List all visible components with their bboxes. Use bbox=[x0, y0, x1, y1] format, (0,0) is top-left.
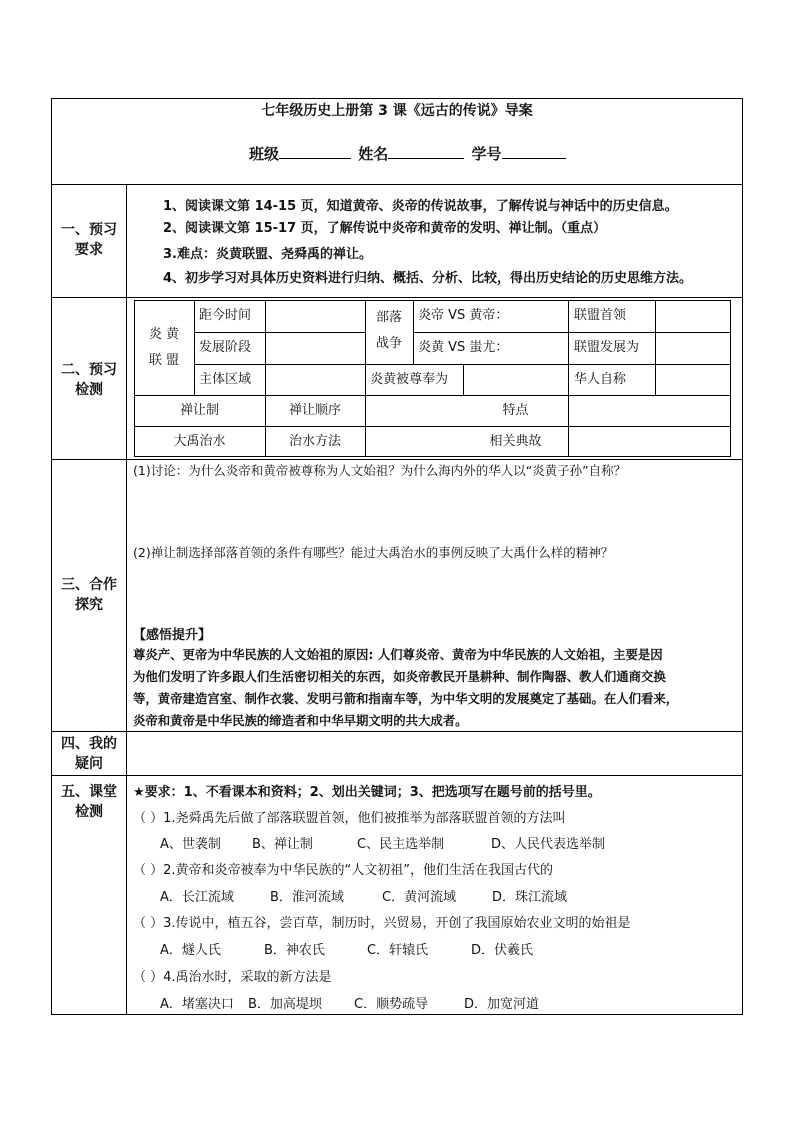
col-line-f bbox=[568, 300, 569, 457]
outer-border-top bbox=[51, 98, 743, 99]
row-line-3 bbox=[134, 395, 731, 396]
insight-line-3: 等，黄帝建造宫室、制作衣裳、发明弓箭和指南车等，为中华文明的发展奠定了基础。在人们看来， bbox=[133, 691, 679, 706]
section3-label-line2: 探究 bbox=[75, 597, 103, 613]
outer-border-right bbox=[742, 98, 743, 1015]
inner-table-bottom bbox=[134, 456, 731, 457]
inner-table-right bbox=[730, 300, 731, 457]
col-line-g bbox=[655, 300, 656, 396]
features-label: 特点 bbox=[502, 403, 529, 418]
quiz-requirement: ★要求：1、不看课本和资料；2、划出关键词；3、把选项写在题号前的括号里。 bbox=[133, 785, 601, 800]
flood-label: 大禹治水 bbox=[173, 434, 226, 449]
divider-1 bbox=[51, 184, 743, 185]
stage-label: 发展阶段 bbox=[199, 340, 252, 355]
option-1b[interactable]: B、禅让制 bbox=[252, 837, 313, 852]
option-3d[interactable]: D．伏羲氏 bbox=[471, 943, 534, 958]
option-2d[interactable]: D．珠江流域 bbox=[492, 890, 568, 905]
insight-line-1: 尊炎产、更帝为中华民族的人文始祖的原因: 人们尊炎帝、黄帝为中华民族的人文始祖，主要是因 bbox=[133, 647, 663, 662]
vs-huangdi-label: 炎帝 VS 黄帝： bbox=[418, 308, 509, 323]
divider-5 bbox=[51, 775, 743, 776]
leader-label: 联盟首领 bbox=[574, 308, 627, 323]
outer-border-bottom bbox=[51, 1014, 743, 1015]
option-4d[interactable]: D．加宽河道 bbox=[464, 997, 540, 1012]
preview-item-1: 1、阅读课文第 14-15 页，知道黄帝、炎帝的传说故事，了解传说与神话中的历史信息。 bbox=[163, 199, 678, 214]
quiz-question-3: （ ）3.传说中，植五谷，尝百草，制历时，兴贸易，开创了我国原始农业文明的始祖是 bbox=[133, 916, 631, 931]
number-label: 学号 bbox=[471, 145, 502, 163]
option-2c[interactable]: C．黄河流域 bbox=[382, 890, 457, 905]
section1-label-line1: 一、预习 bbox=[61, 222, 117, 238]
revered-label: 炎黄被尊奉为 bbox=[370, 372, 449, 387]
quiz-options-2 bbox=[160, 889, 567, 907]
section4-label-line2: 疑问 bbox=[75, 756, 103, 772]
section3-label bbox=[52, 575, 126, 615]
row-line-4 bbox=[134, 426, 731, 427]
divider-2 bbox=[51, 297, 743, 298]
section2-label bbox=[52, 360, 126, 400]
discussion-question-2: (2)禅让制选择部落首领的条件有哪些？能过大禹治水的事例反映了大禹什么样的精神？ bbox=[133, 545, 614, 560]
section4-label bbox=[52, 734, 126, 774]
section2-label-line1: 二、预习 bbox=[61, 362, 117, 378]
insight-line-2: 为他们发明了许多跟人们生活密切相关的东西，如炎帝教民开垦耕种、制作陶器、教人们通商交换 bbox=[133, 669, 666, 684]
number-field[interactable] bbox=[502, 144, 566, 159]
region-label: 主体区域 bbox=[199, 372, 252, 387]
option-2a[interactable]: A．长江流域 bbox=[160, 890, 234, 905]
shanrang-order-label: 禅让顺序 bbox=[288, 403, 341, 418]
inner-table-top bbox=[134, 300, 731, 301]
preview-item-3: 3.难点：炎黄联盟、尧舜禹的禅让。 bbox=[163, 247, 372, 262]
option-1a[interactable]: A、世袭制 bbox=[160, 837, 221, 852]
option-1c[interactable]: C、民主选举制 bbox=[357, 837, 445, 852]
stories-label: 相关典故 bbox=[489, 434, 542, 449]
alliance-label-line2: 联 盟 bbox=[148, 353, 180, 368]
option-2b[interactable]: B．淮河流域 bbox=[270, 890, 344, 905]
war-label-line2: 战争 bbox=[375, 336, 402, 351]
page-title: 七年级历史上册第 3 课《远古的传说》导案 bbox=[261, 103, 533, 119]
col-line-a bbox=[194, 300, 195, 396]
student-info-row bbox=[249, 144, 566, 164]
war-label bbox=[365, 305, 413, 357]
option-1d[interactable]: D、人民代表选举制 bbox=[491, 837, 606, 852]
insight-paragraph bbox=[133, 644, 739, 732]
option-3b[interactable]: B．神农氏 bbox=[264, 943, 325, 958]
flood-method-label: 治水方法 bbox=[288, 434, 341, 449]
preview-item-2: 2、阅读课文第 15-17 页，了解传说中炎帝和黄帝的发明、禅让制。（重点） bbox=[163, 221, 607, 236]
col-line-e bbox=[463, 364, 464, 396]
section5-label bbox=[52, 782, 126, 822]
quiz-options-4 bbox=[160, 996, 539, 1014]
class-field[interactable] bbox=[279, 144, 351, 159]
option-3a[interactable]: A．燧人氏 bbox=[160, 943, 221, 958]
quiz-question-2: （ ）2.黄帝和炎帝被奉为中华民族的“人文初祖”，他们生活在我国古代的 bbox=[133, 863, 554, 878]
quiz-question-1: （ ）1.尧舜禹先后做了部落联盟首领，他们被推举为部落联盟首领的方法叫 bbox=[133, 811, 566, 826]
name-label: 姓名 bbox=[358, 145, 389, 163]
row-line-1 bbox=[194, 332, 366, 333]
war-label-line1: 部落 bbox=[375, 310, 402, 325]
insight-title: 【感悟提升】 bbox=[133, 628, 212, 643]
section5-label-line1: 五、课堂 bbox=[61, 784, 117, 800]
label-column-divider bbox=[126, 184, 127, 1015]
option-4c[interactable]: C．顺势疏导 bbox=[354, 997, 429, 1012]
discussion-question-1: (1)讨论：为什么炎帝和黄帝被尊称为人文始祖？为什么海内外的华人以“炎黄子孙”自称？ bbox=[133, 463, 627, 478]
alliance-label bbox=[134, 322, 194, 374]
insight-line-4: 炎帝和黄帝是中华民族的缔造者和中华早期文明的共大成者。 bbox=[133, 713, 468, 728]
col-line-d bbox=[413, 300, 414, 364]
section1-label bbox=[52, 220, 126, 260]
section4-label-line1: 四、我的 bbox=[61, 736, 117, 752]
alliance-label-line1: 炎 黄 bbox=[148, 327, 180, 342]
class-label: 班级 bbox=[249, 145, 280, 163]
questions-input-area[interactable] bbox=[127, 732, 742, 775]
chinese-title-label: 华人自称 bbox=[574, 372, 627, 387]
row-line-1b bbox=[413, 332, 731, 333]
preview-item-4: 4、初步学习对具体历史资料进行归纳、概括、分析、比较，得出历史结论的历史思维方法。 bbox=[163, 271, 693, 286]
quiz-options-3 bbox=[160, 942, 533, 960]
development-label: 联盟发展为 bbox=[574, 340, 640, 355]
distance-label: 距今时间 bbox=[199, 308, 252, 323]
section5-label-line2: 检测 bbox=[75, 804, 103, 820]
quiz-question-4: （ ）4.禹治水时，采取的新方法是 bbox=[133, 970, 332, 985]
divider-3 bbox=[51, 459, 743, 460]
option-4a[interactable]: A．堵塞决口 bbox=[160, 997, 234, 1012]
shanrang-label: 禅让制 bbox=[179, 403, 219, 418]
option-3c[interactable]: C．轩辕氏 bbox=[367, 943, 429, 958]
quiz-options-1 bbox=[160, 836, 605, 854]
option-4b[interactable]: B．加高堤坝 bbox=[248, 997, 322, 1012]
vs-chiyou-label: 炎黄 VS 蚩尤： bbox=[418, 340, 509, 355]
section2-label-line2: 检测 bbox=[75, 382, 103, 398]
section1-label-line2: 要求 bbox=[75, 242, 103, 258]
name-field[interactable] bbox=[388, 144, 464, 159]
section3-label-line1: 三、合作 bbox=[61, 577, 117, 593]
